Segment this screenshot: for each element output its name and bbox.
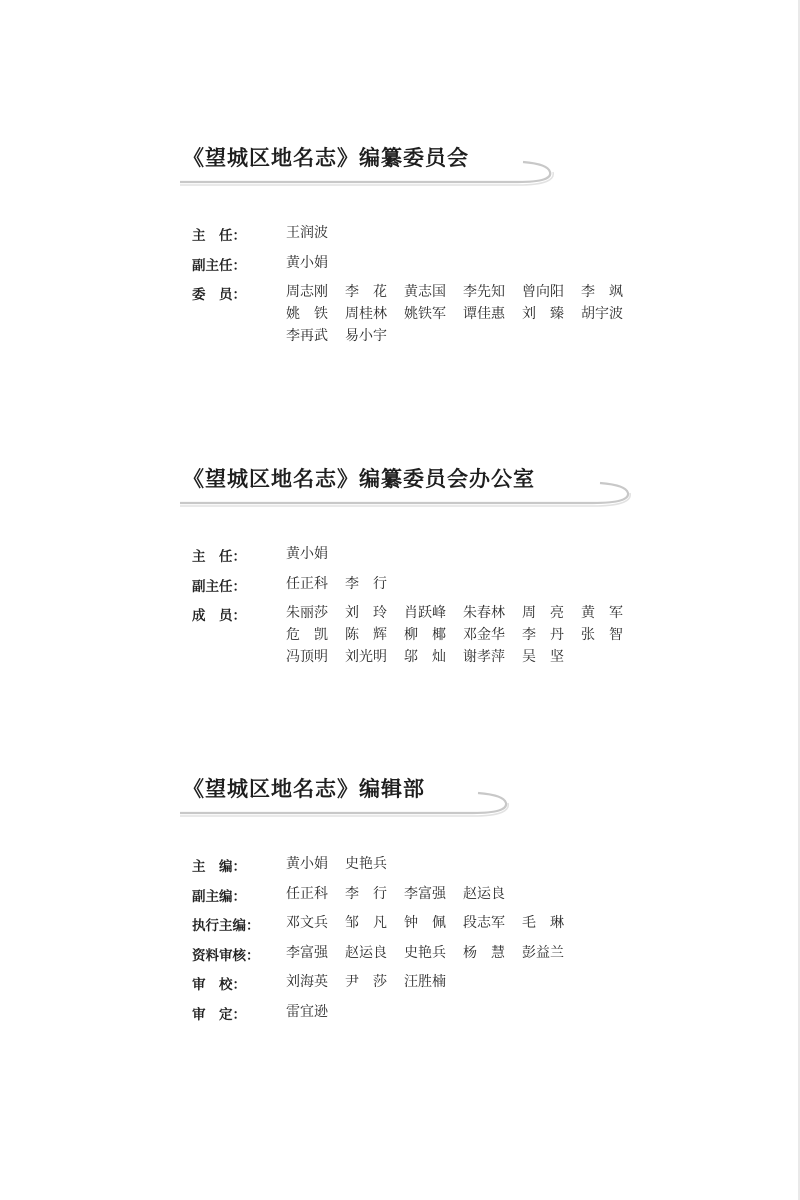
roster-row xyxy=(0,855,800,885)
row-label: 审 定： xyxy=(192,1006,246,1023)
row-label: 主 任： xyxy=(192,228,246,244)
name: 黄 军 xyxy=(581,605,623,621)
row-names xyxy=(286,855,696,877)
name: 李 丹 xyxy=(522,627,564,643)
section-title: 《望城区地名志》编纂委员会办公室 xyxy=(183,466,535,491)
name: 史艳兵 xyxy=(345,856,387,872)
section-committee xyxy=(0,142,800,344)
section-title: 《望城区地名志》编辑部 xyxy=(183,776,425,801)
row-names xyxy=(286,545,696,567)
name: 赵运良 xyxy=(345,944,387,961)
roster-row xyxy=(0,545,800,575)
section-header xyxy=(0,142,800,190)
name: 彭益兰 xyxy=(522,944,564,961)
row-names xyxy=(286,575,696,597)
name: 刘 玲 xyxy=(345,605,387,621)
roster xyxy=(0,855,800,1032)
name: 杨 慧 xyxy=(463,944,505,961)
name: 李 飒 xyxy=(581,284,623,300)
row-label: 主 任： xyxy=(192,549,246,565)
row-label: 副主任： xyxy=(192,578,246,595)
name: 尹 莎 xyxy=(345,974,387,990)
row-names xyxy=(286,973,696,995)
row-label: 资料审核： xyxy=(192,947,260,964)
row-names xyxy=(286,224,696,246)
name: 危 凯 xyxy=(286,627,328,643)
name: 李富强 xyxy=(286,944,328,961)
name: 邓文兵 xyxy=(286,915,328,931)
name: 肖跃峰 xyxy=(404,605,446,621)
name: 任正科 xyxy=(286,885,328,902)
name: 李富强 xyxy=(404,885,446,902)
name: 赵运良 xyxy=(463,885,505,902)
roster-row xyxy=(0,283,800,344)
roster-row xyxy=(0,224,800,254)
row-label: 成 员： xyxy=(192,608,246,624)
roster-row xyxy=(0,254,800,284)
name: 邓金华 xyxy=(463,627,505,643)
name: 毛 琳 xyxy=(522,915,564,931)
row-names xyxy=(286,604,696,670)
name: 曾向阳 xyxy=(522,284,564,300)
name: 邹 凡 xyxy=(345,915,387,931)
name: 黄志国 xyxy=(404,284,446,300)
section-header xyxy=(0,463,800,511)
name: 陈 辉 xyxy=(345,627,387,643)
row-names xyxy=(286,283,696,349)
name: 李再武 xyxy=(286,328,328,344)
name: 史艳兵 xyxy=(404,944,446,961)
roster-row xyxy=(0,885,800,915)
name: 吴 坚 xyxy=(522,649,564,665)
name: 朱春林 xyxy=(463,605,505,621)
row-names xyxy=(286,1003,696,1025)
name: 姚铁军 xyxy=(404,306,446,322)
name: 柳 椰 xyxy=(404,627,446,643)
name: 钟 佩 xyxy=(404,915,446,931)
roster-row xyxy=(0,575,800,605)
row-label: 副主编： xyxy=(192,888,246,905)
row-label: 审 校： xyxy=(192,977,246,993)
name: 周志刚 xyxy=(286,284,328,300)
name: 王润波 xyxy=(286,225,328,241)
name: 黄小娟 xyxy=(286,254,328,271)
section-committee-office xyxy=(0,463,800,665)
row-label: 主 编： xyxy=(192,859,246,875)
row-label: 副主任： xyxy=(192,257,246,274)
section-editorial-department xyxy=(0,773,800,1023)
name: 任正科 xyxy=(286,575,328,592)
name: 李 花 xyxy=(345,284,387,300)
row-names xyxy=(286,885,696,907)
name: 刘海英 xyxy=(286,974,328,990)
name: 黄小娟 xyxy=(286,546,328,562)
roster-row xyxy=(0,914,800,944)
name: 李先知 xyxy=(463,284,505,300)
name: 雷宜逊 xyxy=(286,1003,328,1020)
name: 易小宇 xyxy=(345,328,387,344)
name: 谭佳惠 xyxy=(463,306,505,322)
name: 谢孝萍 xyxy=(463,649,505,665)
name: 张 智 xyxy=(581,627,623,643)
roster-row xyxy=(0,973,800,1003)
roster-row xyxy=(0,604,800,670)
name: 邬 灿 xyxy=(404,649,446,665)
roster-row xyxy=(0,944,800,974)
name: 冯顶明 xyxy=(286,649,328,665)
name: 胡宇波 xyxy=(581,306,623,322)
name: 朱丽莎 xyxy=(286,605,328,621)
section-header xyxy=(0,773,800,821)
name: 刘 臻 xyxy=(522,306,564,322)
roster xyxy=(0,545,800,670)
name: 李 行 xyxy=(345,885,387,902)
name: 姚 铁 xyxy=(286,306,328,322)
name: 刘光明 xyxy=(345,649,387,665)
roster xyxy=(0,224,800,344)
name: 周 亮 xyxy=(522,605,564,621)
name: 黄小娟 xyxy=(286,856,328,872)
name: 李 行 xyxy=(345,575,387,592)
roster-row xyxy=(0,1003,800,1033)
name: 汪胜楠 xyxy=(404,974,446,990)
name: 段志军 xyxy=(463,915,505,931)
row-names xyxy=(286,944,696,966)
row-label: 执行主编： xyxy=(192,918,260,934)
name: 周桂林 xyxy=(345,306,387,322)
row-names xyxy=(286,914,696,936)
row-names xyxy=(286,254,696,276)
row-label: 委 员： xyxy=(192,287,246,303)
section-title: 《望城区地名志》编纂委员会 xyxy=(183,145,469,170)
